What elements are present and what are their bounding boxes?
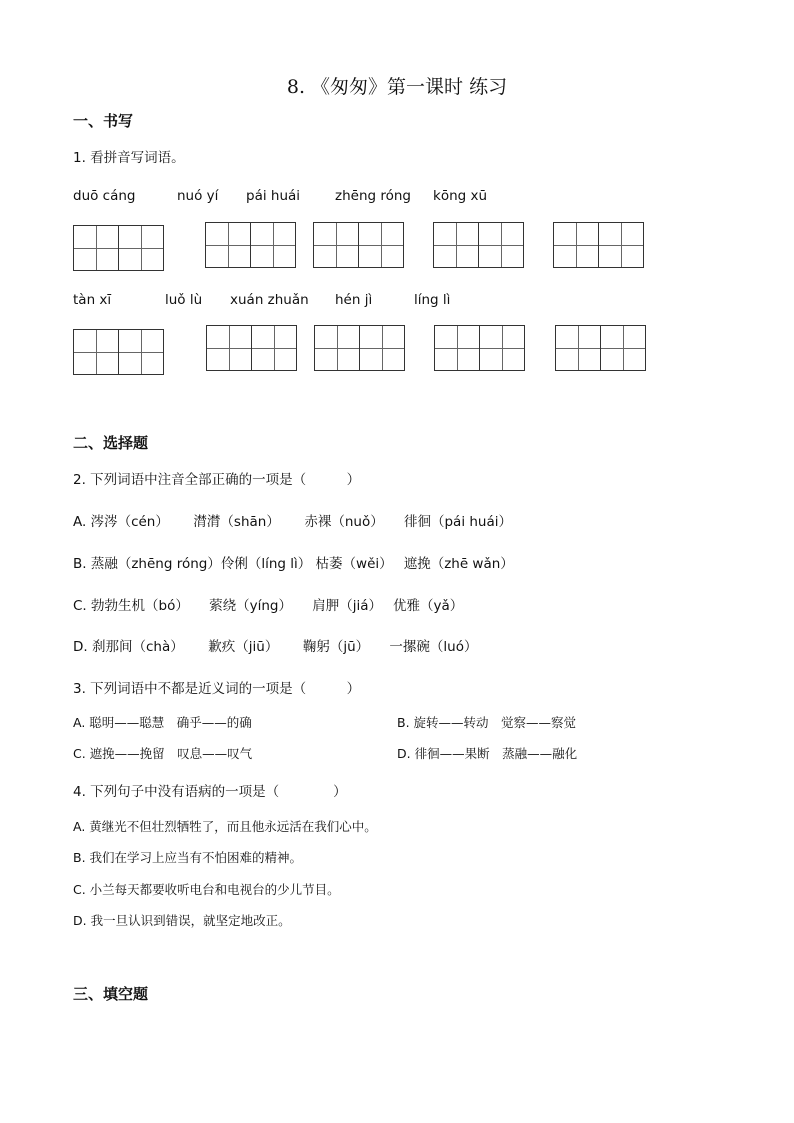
- pinyin-label: zhēng róng: [335, 188, 412, 204]
- writing-grid[interactable]: [206, 325, 297, 371]
- writing-cell[interactable]: [434, 325, 480, 371]
- pinyin-label: kōng xū: [433, 188, 488, 204]
- question-3-option-c[interactable]: C. 遮挽——挽留 叹息——叹气: [73, 746, 253, 761]
- question-4-option-a[interactable]: A. 黄继光不但壮烈牺牲了，而且他永远活在我们心中。: [73, 819, 377, 834]
- writing-cell[interactable]: [118, 329, 164, 375]
- writing-cell[interactable]: [555, 325, 601, 371]
- writing-cell[interactable]: [433, 222, 479, 268]
- writing-grid[interactable]: [553, 222, 644, 268]
- writing-grid[interactable]: [205, 222, 296, 268]
- question-4-option-c[interactable]: C. 小兰每天都要收听电台和电视台的少儿节目。: [73, 882, 340, 897]
- question-3-stem: 3. 下列词语中不都是近义词的一项是（ ）: [73, 681, 361, 697]
- question-2-option-a[interactable]: A. 涔涔（cén） 潸潸（shān） 赤裸（nuǒ） 徘徊（pái huái）: [73, 514, 513, 530]
- pinyin-label: duō cáng: [73, 188, 136, 204]
- writing-cell[interactable]: [598, 222, 644, 268]
- page-title: 8. 《匆匆》第一课时 练习: [286, 76, 508, 98]
- writing-cell[interactable]: [73, 225, 119, 271]
- pinyin-label: xuán zhuǎn: [230, 292, 309, 308]
- writing-grid[interactable]: [313, 222, 404, 268]
- section-heading-writing: 一、书写: [73, 112, 134, 130]
- writing-cell[interactable]: [359, 325, 405, 371]
- section-heading-fill-in: 三、填空题: [73, 985, 149, 1003]
- writing-cell[interactable]: [313, 222, 359, 268]
- question-3-option-b[interactable]: B. 旋转——转动 觉察——察觉: [397, 715, 577, 730]
- question-4-option-d[interactable]: D. 我一旦认识到错误，就坚定地改正。: [73, 913, 291, 928]
- pinyin-label: hén jì: [335, 292, 373, 308]
- writing-grid[interactable]: [314, 325, 405, 371]
- question-2-option-b[interactable]: B. 蒸融（zhēng róng）伶俐（líng lì） 枯萎（wěi） 遮挽（zhē wǎn）: [73, 556, 514, 572]
- writing-cell[interactable]: [358, 222, 404, 268]
- writing-grid[interactable]: [73, 225, 164, 271]
- writing-grid[interactable]: [434, 325, 525, 371]
- writing-cell[interactable]: [314, 325, 360, 371]
- writing-cell[interactable]: [553, 222, 599, 268]
- writing-cell[interactable]: [205, 222, 251, 268]
- pinyin-label: nuó yí: [177, 188, 219, 204]
- pinyin-label: tàn xī: [73, 292, 112, 308]
- question-4-option-b[interactable]: B. 我们在学习上应当有不怕困难的精神。: [73, 850, 303, 865]
- question-4-stem: 4. 下列句子中没有语病的一项是（ ）: [73, 784, 347, 800]
- writing-cell[interactable]: [478, 222, 524, 268]
- writing-cell[interactable]: [251, 325, 297, 371]
- pinyin-label: luǒ lù: [165, 292, 203, 308]
- writing-grid[interactable]: [433, 222, 524, 268]
- writing-grid[interactable]: [555, 325, 646, 371]
- writing-grid[interactable]: [73, 329, 164, 375]
- writing-cell[interactable]: [250, 222, 296, 268]
- question-3-option-d[interactable]: D. 徘徊——果断 蒸融——融化: [397, 746, 578, 761]
- question-3-option-a[interactable]: A. 聪明——聪慧 确乎——的确: [73, 715, 252, 730]
- section-heading-choice: 二、选择题: [73, 434, 149, 452]
- writing-cell[interactable]: [73, 329, 119, 375]
- pinyin-label: líng lì: [414, 292, 451, 308]
- question-2-stem: 2. 下列词语中注音全部正确的一项是（ ）: [73, 472, 361, 488]
- pinyin-label: pái huái: [246, 188, 301, 204]
- question-2-option-c[interactable]: C. 勃勃生机（bó） 萦绕（yíng） 肩胛（jiá） 优雅（yǎ）: [73, 598, 464, 614]
- writing-cell[interactable]: [600, 325, 646, 371]
- writing-cell[interactable]: [479, 325, 525, 371]
- writing-cell[interactable]: [118, 225, 164, 271]
- question-1-stem: 1. 看拼音写词语。: [73, 150, 185, 166]
- writing-cell[interactable]: [206, 325, 252, 371]
- question-2-option-d[interactable]: D. 刹那间（chà） 歉疚（jiū） 鞠躬（jū） 一摞碗（luó）: [73, 639, 478, 655]
